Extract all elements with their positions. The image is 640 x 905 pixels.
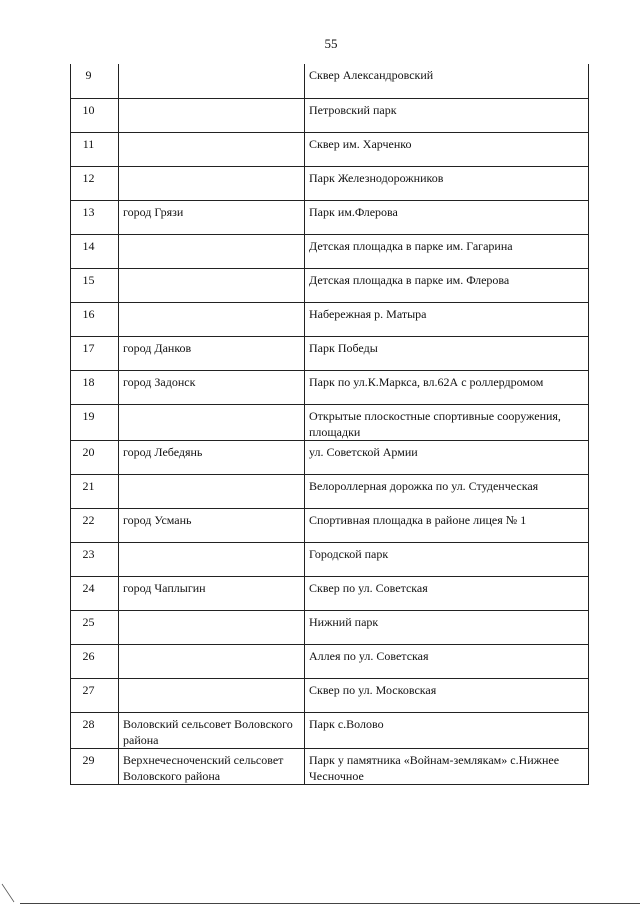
row-location: город Задонск bbox=[119, 370, 305, 404]
row-location bbox=[119, 132, 305, 166]
row-object: Детская площадка в парке им. Флерова bbox=[305, 268, 589, 302]
row-number: 25 bbox=[71, 610, 119, 644]
table-row bbox=[71, 268, 589, 302]
row-object: Сквер Александровский bbox=[305, 64, 589, 98]
row-object: Нижний парк bbox=[305, 610, 589, 644]
row-location bbox=[119, 234, 305, 268]
row-object: Городской парк bbox=[305, 542, 589, 576]
table-row bbox=[71, 132, 589, 166]
table-row bbox=[71, 678, 589, 712]
row-number: 9 bbox=[71, 64, 119, 98]
table-row bbox=[71, 200, 589, 234]
row-number: 10 bbox=[71, 98, 119, 132]
row-object: Сквер по ул. Советская bbox=[305, 576, 589, 610]
table-row bbox=[71, 234, 589, 268]
table-row bbox=[71, 370, 589, 404]
row-location bbox=[119, 644, 305, 678]
row-object: Спортивная площадка в районе лицея № 1 bbox=[305, 508, 589, 542]
table-row bbox=[71, 748, 589, 784]
row-number: 21 bbox=[71, 474, 119, 508]
row-number: 11 bbox=[71, 132, 119, 166]
row-object: Аллея по ул. Советская bbox=[305, 644, 589, 678]
objects-table bbox=[70, 64, 589, 785]
row-number: 26 bbox=[71, 644, 119, 678]
row-number: 18 bbox=[71, 370, 119, 404]
row-number: 22 bbox=[71, 508, 119, 542]
table-row bbox=[71, 644, 589, 678]
row-object: Парк им.Флерова bbox=[305, 200, 589, 234]
table-row bbox=[71, 64, 589, 98]
table-row bbox=[71, 440, 589, 474]
row-location bbox=[119, 610, 305, 644]
row-number: 27 bbox=[71, 678, 119, 712]
row-number: 20 bbox=[71, 440, 119, 474]
row-location bbox=[119, 542, 305, 576]
row-number: 13 bbox=[71, 200, 119, 234]
row-object: Сквер по ул. Московская bbox=[305, 678, 589, 712]
table-row bbox=[71, 166, 589, 200]
table-row bbox=[71, 508, 589, 542]
row-location bbox=[119, 98, 305, 132]
row-number: 19 bbox=[71, 404, 119, 440]
row-object: Сквер им. Харченко bbox=[305, 132, 589, 166]
table-row bbox=[71, 404, 589, 440]
row-location bbox=[119, 64, 305, 98]
row-object: Детская площадка в парке им. Гагарина bbox=[305, 234, 589, 268]
row-object: Открытые плоскостные спортивные сооружения, площадки bbox=[305, 404, 589, 440]
row-object: Набережная р. Матыра bbox=[305, 302, 589, 336]
objects-table-body bbox=[71, 64, 589, 784]
table-row bbox=[71, 610, 589, 644]
table-row bbox=[71, 336, 589, 370]
row-object: Парк Победы bbox=[305, 336, 589, 370]
row-location bbox=[119, 268, 305, 302]
row-object: Парк Железнодорожников bbox=[305, 166, 589, 200]
row-location bbox=[119, 404, 305, 440]
row-location: город Данков bbox=[119, 336, 305, 370]
row-number: 17 bbox=[71, 336, 119, 370]
row-object: Парк по ул.К.Маркса, вл.62А с роллердромом bbox=[305, 370, 589, 404]
row-location: Воловский сельсовет Воловского района bbox=[119, 712, 305, 748]
row-number: 29 bbox=[71, 748, 119, 784]
bottom-rule bbox=[20, 903, 640, 904]
row-number: 12 bbox=[71, 166, 119, 200]
row-number: 23 bbox=[71, 542, 119, 576]
row-number: 15 bbox=[71, 268, 119, 302]
row-number: 28 bbox=[71, 712, 119, 748]
row-object: ул. Советской Армии bbox=[305, 440, 589, 474]
row-number: 24 bbox=[71, 576, 119, 610]
row-location: город Чаплыгин bbox=[119, 576, 305, 610]
row-location bbox=[119, 474, 305, 508]
row-number: 14 bbox=[71, 234, 119, 268]
table-row bbox=[71, 542, 589, 576]
table-row bbox=[71, 576, 589, 610]
row-object: Парк у памятника «Войнам-землякам» с.Нижнее Чесночное bbox=[305, 748, 589, 784]
corner-mark-icon bbox=[0, 880, 24, 904]
row-location bbox=[119, 302, 305, 336]
table-row bbox=[71, 302, 589, 336]
table-row bbox=[71, 98, 589, 132]
row-object: Парк с.Волово bbox=[305, 712, 589, 748]
row-location: город Лебедянь bbox=[119, 440, 305, 474]
row-location: Верхнечесноченский сельсовет Воловского района bbox=[119, 748, 305, 784]
row-location: город Усмань bbox=[119, 508, 305, 542]
table-row bbox=[71, 712, 589, 748]
row-number: 16 bbox=[71, 302, 119, 336]
page-number: 55 bbox=[324, 36, 338, 51]
row-location: город Грязи bbox=[119, 200, 305, 234]
row-object: Велороллерная дорожка по ул. Студенческая bbox=[305, 474, 589, 508]
table-row bbox=[71, 474, 589, 508]
row-location bbox=[119, 678, 305, 712]
row-location bbox=[119, 166, 305, 200]
row-object: Петровский парк bbox=[305, 98, 589, 132]
